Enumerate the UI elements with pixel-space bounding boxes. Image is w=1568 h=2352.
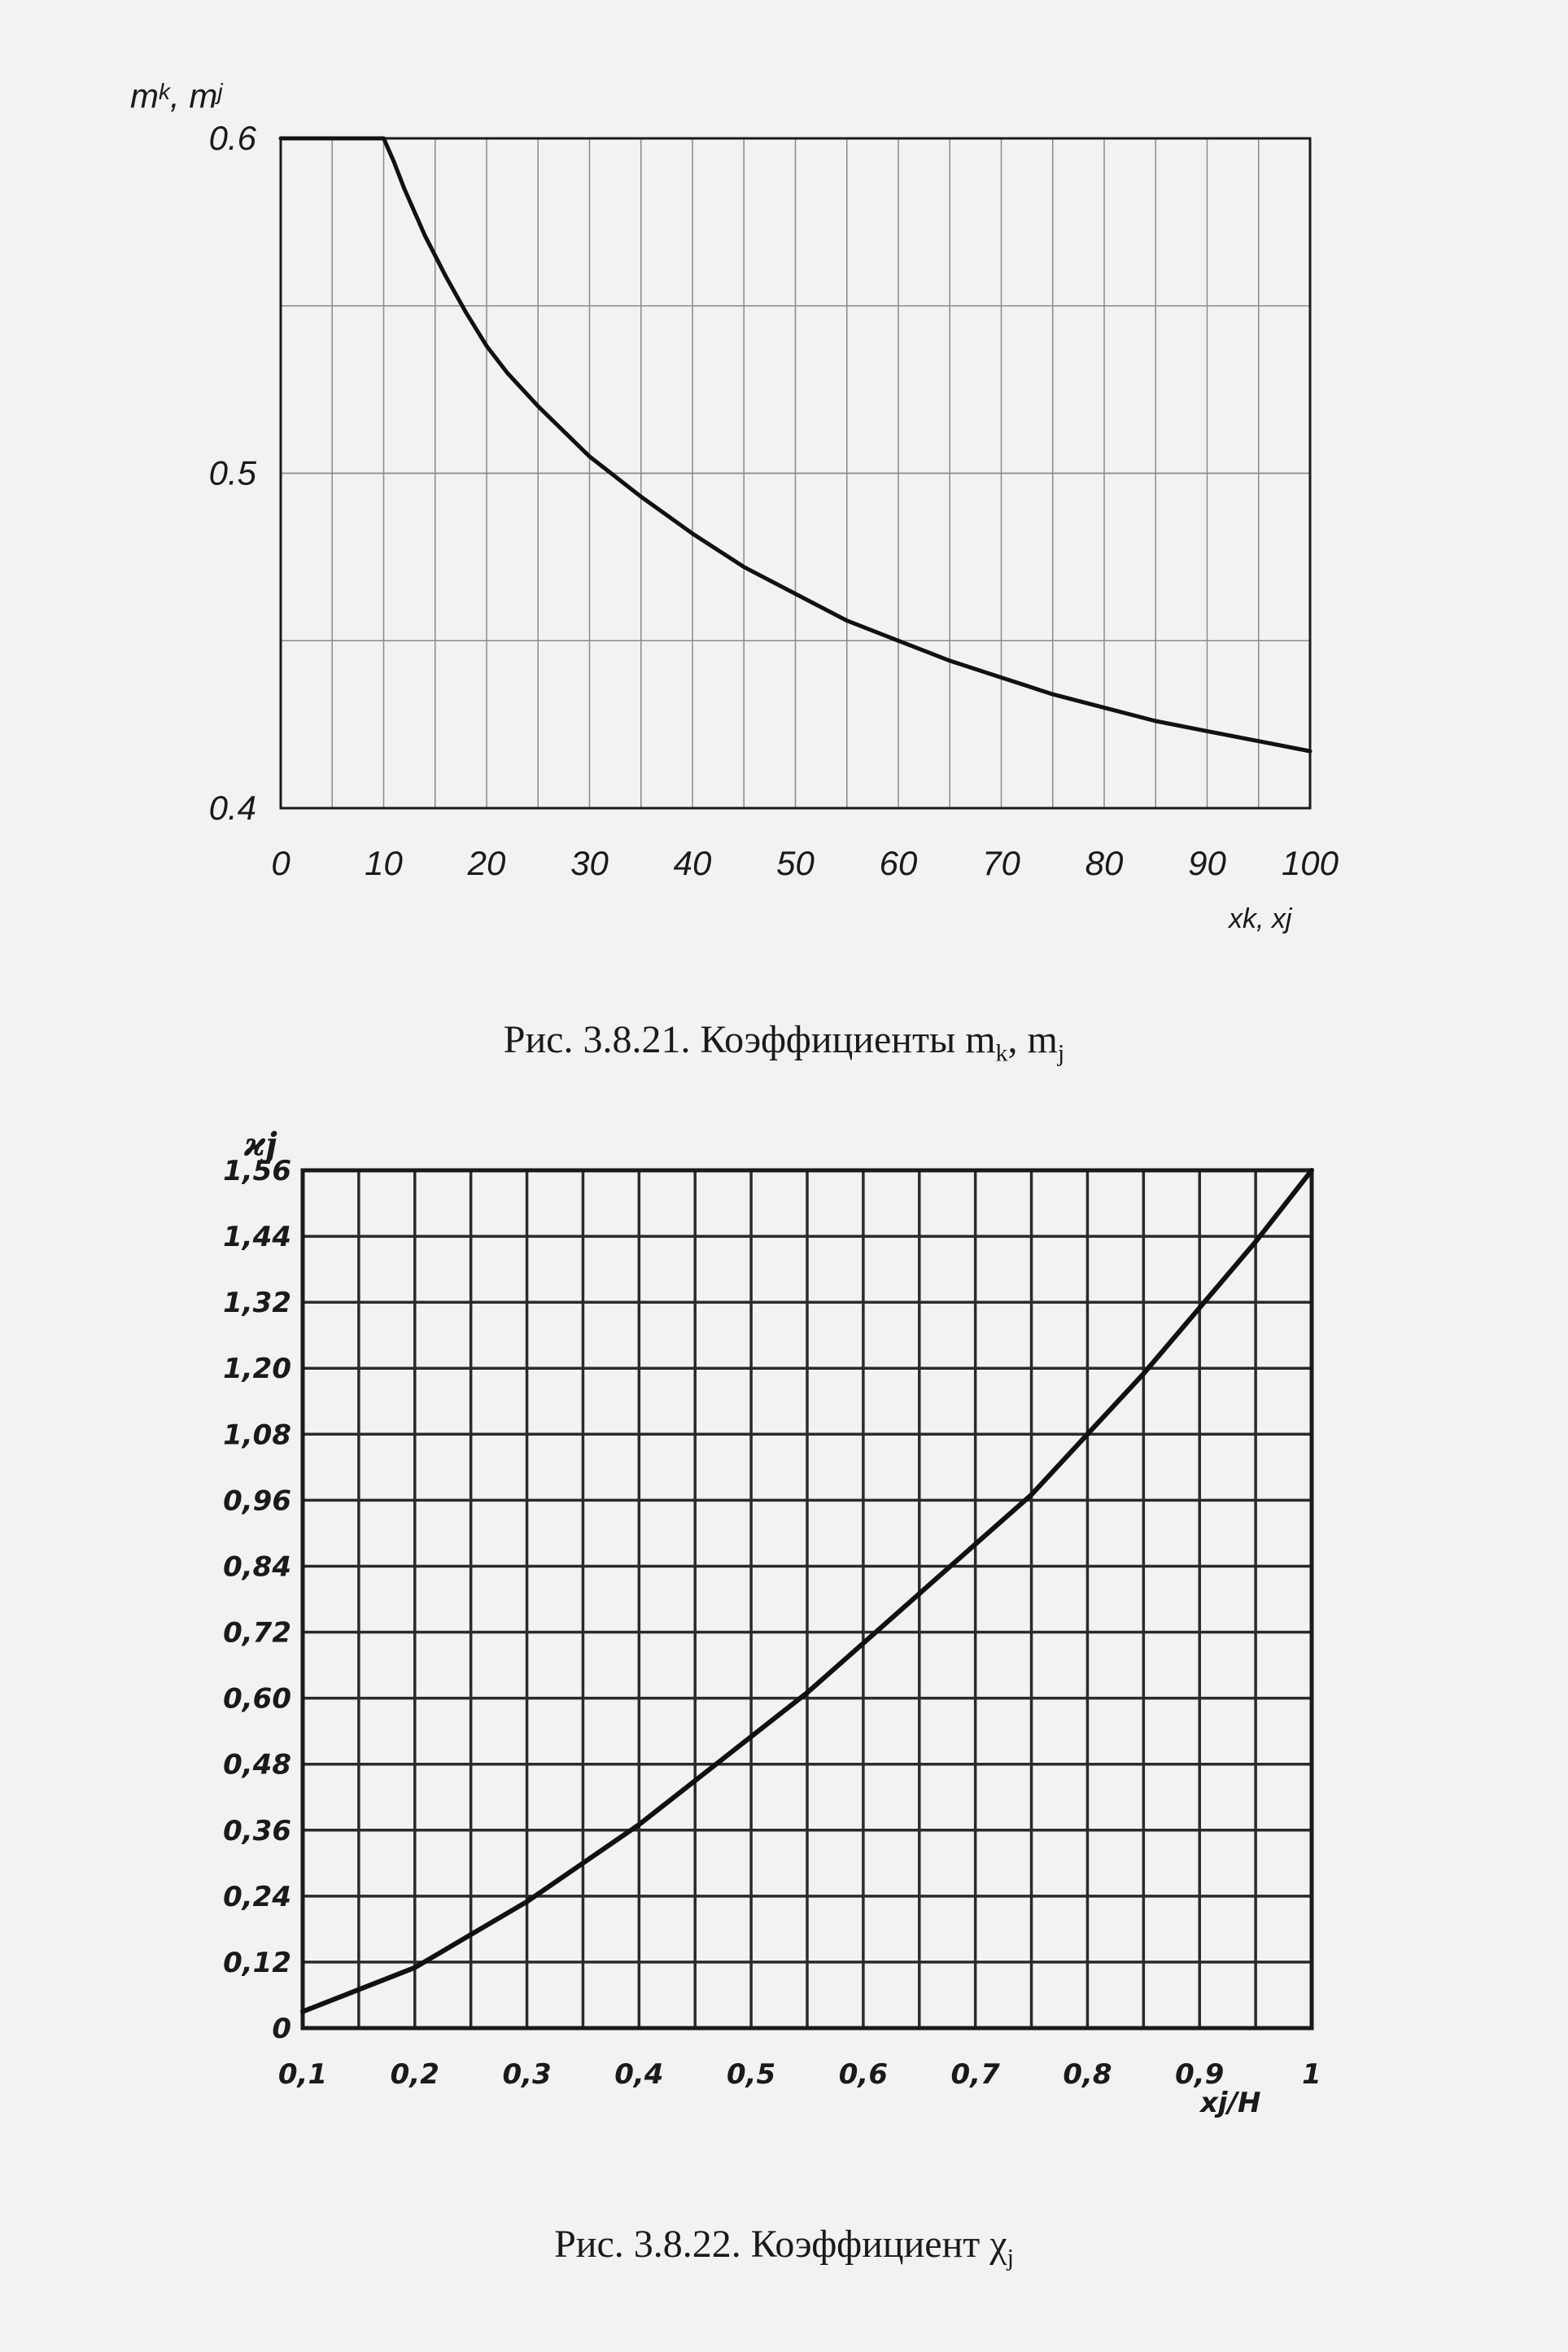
chart2-x-ticks: [278, 2058, 1321, 2091]
y-tick-label: 1,32: [223, 1287, 291, 1320]
figure1-caption: Рис. 3.8.21. Коэффициенты $m_k$, $m_j$: [503, 1018, 1065, 1067]
chart-mk-mj: [0, 0, 1568, 977]
y-tick-label: 1,44: [223, 1221, 291, 1254]
y-tick-label: 0,12: [223, 1946, 291, 1979]
x-tick-label: 0,9: [1175, 2058, 1225, 2091]
y-tick-label: 1,08: [223, 1419, 291, 1452]
x-tick-label: 0,5: [726, 2058, 776, 2091]
x-tick-label: 70: [982, 844, 1020, 882]
chart1-y-axis-label: $m^k$, $m^j$: [130, 77, 223, 115]
y-tick-label: 0,24: [223, 1880, 291, 1913]
x-tick-label: 0,2: [390, 2058, 439, 2091]
x-tick-label: 90: [1188, 844, 1226, 882]
chart2-y-ticks: [223, 1155, 291, 2045]
figure2-caption: Рис. 3.8.22. Коэффициент $\chi_j$: [554, 2223, 1014, 2271]
y-tick-label: 0,84: [223, 1550, 291, 1584]
x-tick-label: 10: [365, 844, 403, 882]
chart1-x-ticks: [271, 844, 1339, 882]
y-tick-label: 0.5: [208, 453, 256, 492]
x-tick-label: 0,4: [614, 2058, 664, 2091]
x-tick-label: 0,3: [502, 2058, 552, 2091]
chart1-y-ticks: [209, 119, 257, 827]
x-tick-label: 0,6: [838, 2058, 889, 2091]
y-tick-label: 0,36: [223, 1814, 291, 1847]
chart2-x-axis-label: xj/H: [1200, 2087, 1261, 2119]
y-tick-label: 0.6: [208, 119, 256, 157]
x-tick-label: 50: [776, 844, 815, 882]
x-tick-label: 60: [879, 844, 918, 882]
x-tick-label: 1: [1302, 2058, 1321, 2091]
y-tick-label: 1,20: [223, 1353, 291, 1386]
chart1-x-axis-label: xk, xj: [1229, 903, 1292, 934]
x-tick-label: 0,8: [1063, 2058, 1112, 2091]
y-tick-label: 0,60: [223, 1682, 291, 1716]
y-tick-label: 1,56: [223, 1155, 291, 1187]
x-tick-label: 100: [1281, 844, 1339, 882]
x-tick-label: 40: [673, 844, 712, 882]
y-tick-label: 0,72: [223, 1616, 291, 1650]
x-tick-label: 0,7: [950, 2058, 1000, 2091]
chart2-y-axis-label: ϰj: [244, 1126, 277, 1164]
x-tick-label: 20: [467, 844, 506, 882]
y-tick-label: 0.4: [208, 789, 256, 827]
x-tick-label: 0,1: [277, 2058, 328, 2091]
y-tick-label: 0,96: [223, 1484, 291, 1518]
y-tick-label: 0,48: [223, 1748, 291, 1781]
chart1-grid: [281, 138, 1310, 808]
y-tick-label: 0: [272, 2013, 291, 2045]
x-tick-label: 30: [570, 844, 609, 882]
x-tick-label: 0: [271, 844, 290, 882]
chart2-grid: [303, 1170, 1312, 2028]
chart-chi-j: [0, 1115, 1568, 2140]
x-tick-label: 80: [1085, 844, 1124, 882]
